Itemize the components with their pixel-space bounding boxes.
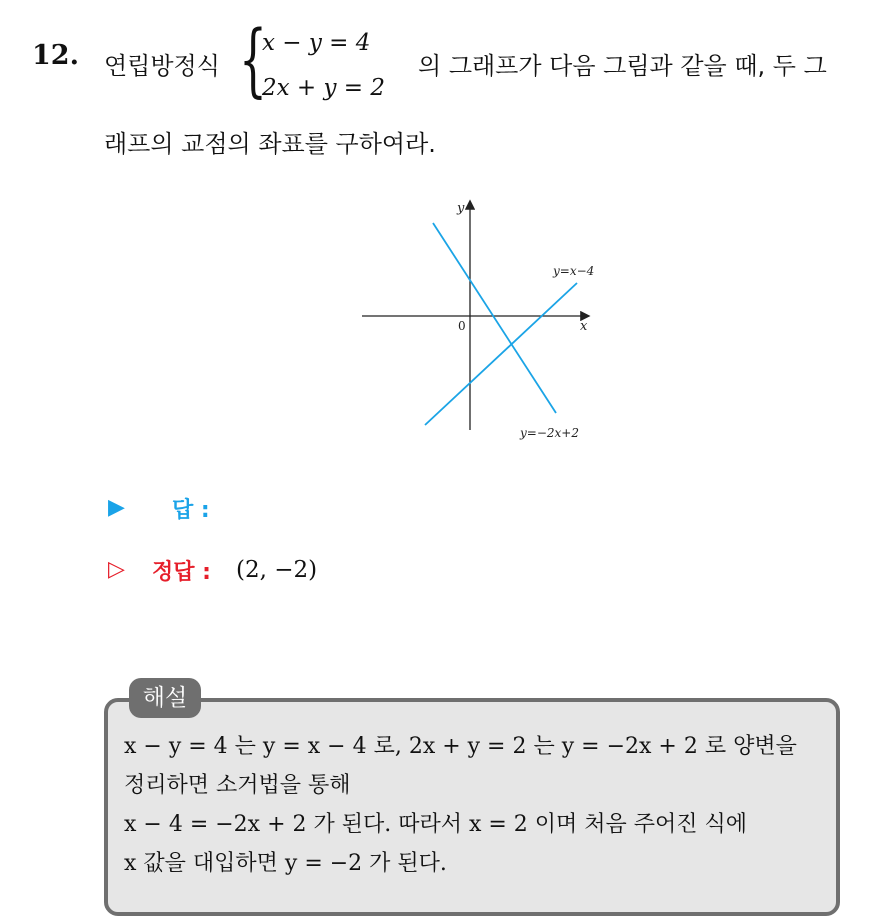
solution-box xyxy=(104,698,840,916)
line-y-equals-minus-2x-plus-2 xyxy=(433,223,556,413)
line2-label: y=−2x+2 xyxy=(520,426,579,440)
correct-answer-value: (2, −2) xyxy=(236,557,318,583)
solution-line-1: x − y = 4 는 y = x − 4 로, 2x + y = 2 는 y = −2x + 2 로 양변을 xyxy=(124,734,797,759)
equation-1: x − y = 4 xyxy=(262,30,371,56)
solution-line-3: x − 4 = −2x + 2 가 된다. 따라서 x = 2 이며 처음 주어진 식에 xyxy=(124,812,748,837)
line-y-equals-x-minus-4 xyxy=(425,283,577,425)
question-text-before: 연립방정식 xyxy=(104,52,220,80)
x-axis-label: x xyxy=(580,319,588,334)
solution-tab: 해설 xyxy=(129,678,201,718)
solution-line-4: x 값을 대입하면 y = −2 가 된다. xyxy=(124,851,447,876)
correct-answer-arrow-icon: ▷ xyxy=(108,557,125,582)
question-text-line2: 래프의 교점의 좌표를 구하여라. xyxy=(104,130,436,158)
origin-label: 0 xyxy=(458,319,466,333)
y-axis-label: y xyxy=(457,201,465,216)
correct-answer-label: 정답 : xyxy=(152,560,211,585)
answer-label: 답 : xyxy=(172,498,210,523)
question-text-after: 의 그래프가 다음 그림과 같을 때, 두 그 xyxy=(418,52,827,80)
equation-2: 2x + y = 2 xyxy=(262,75,386,101)
line1-label: y=x−4 xyxy=(553,264,595,278)
question-number: 12. xyxy=(32,40,79,71)
coordinate-graph xyxy=(358,190,608,450)
solution-line-2: 정리하면 소거법을 통해 xyxy=(124,773,351,798)
answer-arrow-icon: ▶ xyxy=(108,495,125,520)
system-brace: { xyxy=(239,13,267,106)
